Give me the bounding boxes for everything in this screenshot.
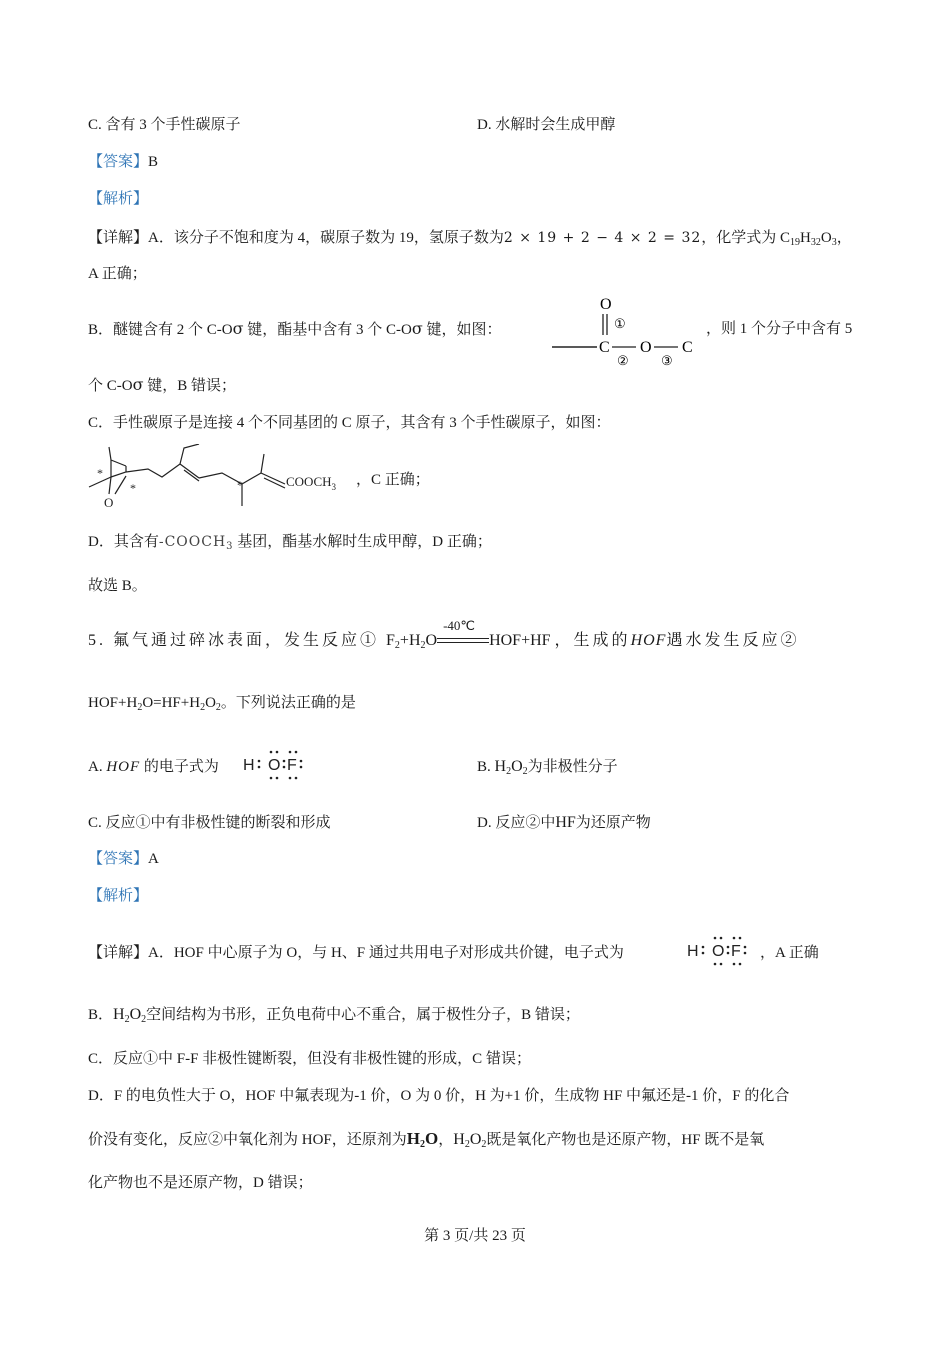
answer-tag: 【答案】 (88, 851, 149, 867)
q5-option-d: D. 反应②中HF为还原产物 (477, 814, 651, 831)
q5-stem-line2: $HOF+H_2O=HF+H_2O_2$。下列说法正确的是 (88, 695, 356, 713)
q4-option-c: C. 含有 3 个手性碳原子 (88, 117, 241, 133)
hydrogen-count-formula: 2 × 19 + 2 − 4 × 2 = 32 (503, 230, 702, 246)
q4-detail-a-line1: 【详解】A．该分子不饱和度为 4，碳原子数为 19，氢原子数为2 × 19 + 2 − 4 × 2 = 32，化学式为 $C_{19}H_{32}O_3$， (88, 230, 852, 248)
reaction-1: $F_2+H_2O$ -40℃ HOF+HF (386, 632, 555, 649)
q5-detail-c: C．反应①中 F-F 非极性键断裂，但没有非极性键的形成，C 错误； (88, 1051, 531, 1067)
detail-tag: 【详解】 (88, 945, 149, 961)
ester-o-mid: O (640, 339, 652, 356)
answer-tag: 【答案】 (88, 154, 149, 170)
q5-detail-a: 【详解】A．HOF 中心原子为 O，与 H、F 通过共用电子对形成共价键，电子式为 (88, 945, 624, 961)
reaction-condition: -40℃ (443, 618, 475, 634)
analysis-tag: 【解析】 (88, 888, 149, 904)
svg-text:H: H (243, 757, 255, 774)
q4-detail-a-line2: A 正确； (88, 266, 147, 282)
answer-value: A (148, 851, 159, 867)
q5-detail-b: B．$H_2O_2$空间结构为书形，正负电荷中心不重合，属于极性分子，B 错误； (88, 1006, 580, 1025)
ester-label-2: ② (617, 354, 629, 368)
q5-detail-a-end: ，A 正确 (760, 945, 819, 961)
q4-detail-c-line1: C．手性碳原子是连接 4 个不同基团的 C 原子，其含有 3 个手性碳原子，如图： (88, 415, 611, 431)
ester-group-label: $COOCH_3$ (286, 474, 337, 492)
svg-text:F: F (731, 943, 741, 960)
q4-detail-b-line1: B．醚键含有 2 个 C-Oσ 键，酯基中含有 3 个 C-Oσ 键，如图： (88, 319, 502, 338)
q5-detail-d-line3: 化产物也不是还原产物，D 错误； (88, 1175, 313, 1191)
q5-option-c: C. 反应①中有非极性键的断裂和形成 (88, 815, 331, 831)
h2o2-formula: $H_2O_2$ (494, 758, 528, 777)
q5-option-a: A. HOF 的电子式为 (88, 759, 219, 775)
analysis-tag: 【解析】 (88, 191, 149, 207)
hof-electron-dot-formula (242, 746, 304, 782)
q5-stem-line1: 5. 氟气通过碎冰表面，发生反应① $F_2+H_2O$ -40℃ HOF+HF ，生成的HOF遇水发生反应② (88, 630, 799, 652)
q5-option-b: B. $H_2O_2$为非极性分子 (477, 758, 618, 777)
ester-label-3: ③ (661, 354, 673, 368)
ester-c1: C (599, 339, 610, 356)
reaction-2: $HOF+H_2O=HF+H_2O_2$ (88, 695, 221, 713)
chiral-star-3: * (237, 478, 243, 492)
svg-text:H: H (687, 943, 699, 960)
q4-choose: 故选 B。 (88, 578, 147, 594)
q4-detail-b-line2: 个 C-Oσ 键，B 错误； (88, 375, 237, 394)
chiral-star-1: * (97, 466, 103, 480)
q4-detail-b-line1-end: ，则 1 个分子中含有 5 (706, 321, 853, 337)
hof-formula: HOF (630, 632, 667, 649)
svg-text:O: O (712, 943, 725, 960)
detail-tag: 【详解】 (88, 230, 149, 246)
ester-label-1: ① (614, 317, 626, 332)
q5-detail-d-line2: 价没有变化，反应②中氧化剂为 HOF，还原剂为$H_2O$，$H_2O_2$既是氧化产物也是还原产物，HF 既不是氧 (88, 1129, 765, 1150)
svg-text:F: F (287, 757, 297, 774)
h2o2-formula: $H_2O_2$ (113, 1006, 147, 1025)
chiral-star-2: * (130, 481, 136, 495)
q4-detail-d: D．其含有$-COOCH_3$ 基团，酯基水解时生成甲醇，D 正确； (88, 534, 492, 552)
hof-electron-dot-formula-detail (686, 932, 748, 968)
cooch3-group: $-COOCH_3$ (158, 534, 234, 552)
h2o-formula: $H_2O$ (406, 1129, 439, 1150)
q4-option-d: D. 水解时会生成甲醇 (477, 117, 616, 133)
page-footer: 第 3 页/共 23 页 (424, 1228, 526, 1244)
ester-o-top: O (600, 296, 612, 313)
q5-answer-line (88, 848, 159, 870)
q4-detail-c-line2: ，C 正确； (356, 472, 430, 488)
h2o2-formula: $H_2O_2$ (453, 1131, 487, 1150)
ester-bond-diagram (548, 290, 708, 368)
q4-answer-line (88, 151, 158, 173)
sigma-symbol: σ (232, 319, 244, 338)
ester-c2: C (682, 339, 693, 356)
sigma-symbol: σ (132, 375, 144, 394)
reaction-arrow (437, 618, 489, 651)
svg-text:O: O (268, 757, 281, 774)
hof-formula: HOF (106, 759, 141, 775)
answer-value: B (148, 154, 159, 170)
epoxide-oxygen: O (104, 495, 114, 510)
chiral-molecule-structure (86, 444, 376, 516)
q5-detail-d-line1: D．F 的电负性大于 O，HOF 中氟表现为-1 价，O 为 0 价，H 为+1 价，生成物 HF 中氟还是-1 价，F 的化合 (88, 1088, 790, 1104)
sigma-symbol: σ (411, 319, 423, 338)
hf-formula: HF (555, 814, 576, 831)
